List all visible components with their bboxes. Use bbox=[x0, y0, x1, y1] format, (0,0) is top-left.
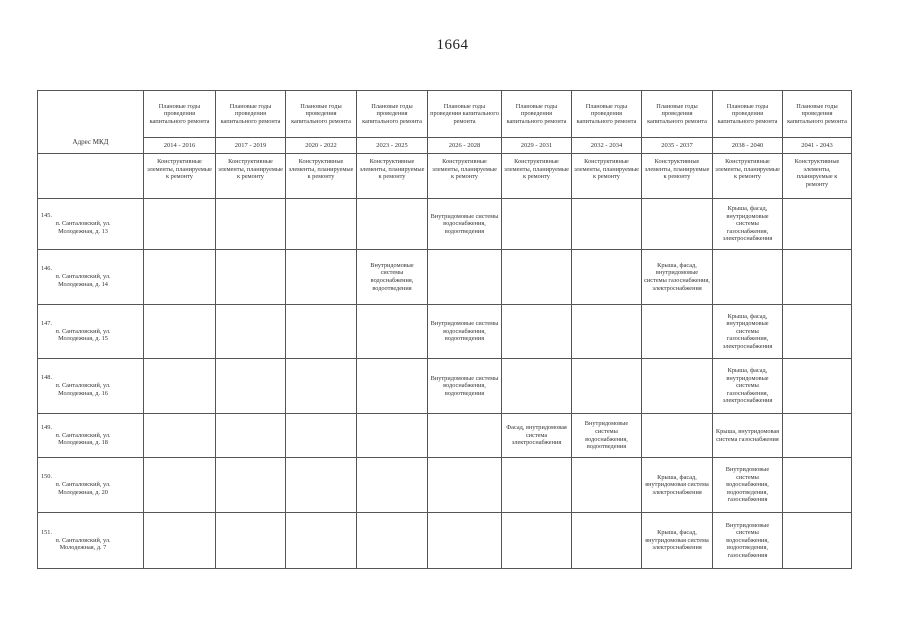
repair-elements-cell bbox=[783, 414, 852, 458]
repair-elements-cell bbox=[642, 305, 713, 359]
building-address: п. Санталовский, ул. Молодежная, д. 15 bbox=[55, 327, 111, 343]
repair-elements-cell bbox=[357, 458, 428, 513]
row-number: 145. bbox=[41, 212, 53, 220]
repair-elements-cell bbox=[572, 458, 642, 513]
repair-elements-cell bbox=[428, 414, 502, 458]
repair-elements-cell: Крыша, фасад, внутридомовая система электроснабжения bbox=[642, 458, 713, 513]
repair-elements-cell bbox=[428, 458, 502, 513]
page-number: 1664 bbox=[436, 37, 469, 53]
address-cell bbox=[38, 414, 144, 458]
repair-elements-cell bbox=[357, 199, 428, 250]
period-header: 2032 - 2034 bbox=[572, 138, 642, 154]
capital-repair-table bbox=[37, 90, 852, 569]
elements-header: Конструктивные элементы, планируемые к ремонту bbox=[286, 154, 357, 199]
header-row-planned-years bbox=[38, 91, 852, 138]
repair-elements-cell: Внутридомовые системы водоснабжения, водоотведения bbox=[428, 359, 502, 414]
repair-elements-cell bbox=[572, 513, 642, 569]
planned-years-header: Плановые годы проведения капитального ремонта bbox=[713, 91, 783, 138]
repair-elements-cell: Внутридомовые системы водоснабжения, водоотведения bbox=[357, 250, 428, 305]
planned-years-header: Плановые годы проведения капитального ремонта bbox=[428, 91, 502, 138]
repair-elements-cell bbox=[572, 359, 642, 414]
repair-elements-cell bbox=[572, 199, 642, 250]
repair-elements-cell: Крыша, фасад, внутридомовые системы газоснабжения, электроснабжения bbox=[713, 305, 783, 359]
repair-elements-cell bbox=[216, 305, 286, 359]
repair-elements-cell: Крыша, фасад, внутридомовые системы газоснабжения, электроснабжения bbox=[713, 359, 783, 414]
repair-elements-cell bbox=[144, 414, 216, 458]
period-header: 2023 - 2025 bbox=[357, 138, 428, 154]
repair-elements-cell: Внутридомовые системы водоснабжения, водоотведения bbox=[572, 414, 642, 458]
address-cell bbox=[38, 199, 144, 250]
repair-elements-cell bbox=[216, 199, 286, 250]
repair-elements-cell bbox=[144, 458, 216, 513]
period-header: 2020 - 2022 bbox=[286, 138, 357, 154]
planned-years-header: Плановые годы проведения капитального ремонта bbox=[357, 91, 428, 138]
header-row-elements bbox=[38, 154, 852, 199]
table-row bbox=[38, 414, 852, 458]
repair-elements-cell bbox=[713, 250, 783, 305]
repair-elements-cell bbox=[357, 359, 428, 414]
repair-elements-cell: Крыша, фасад, внутридомовая система электроснабжения bbox=[642, 513, 713, 569]
repair-elements-cell bbox=[642, 359, 713, 414]
repair-elements-cell bbox=[216, 513, 286, 569]
address-cell bbox=[38, 359, 144, 414]
period-header: 2029 - 2031 bbox=[502, 138, 572, 154]
repair-elements-cell bbox=[783, 305, 852, 359]
address-cell bbox=[38, 513, 144, 569]
repair-elements-cell: Фасад, внутридомовая система электроснабжения bbox=[502, 414, 572, 458]
elements-header: Конструктивные элементы, планируемые к ремонту bbox=[502, 154, 572, 199]
repair-elements-cell bbox=[144, 305, 216, 359]
repair-elements-cell bbox=[502, 250, 572, 305]
repair-elements-cell bbox=[783, 199, 852, 250]
table-row bbox=[38, 458, 852, 513]
planned-years-header: Плановые годы проведения капитального ремонта bbox=[783, 91, 852, 138]
elements-header: Конструктивные элементы, планируемые к ремонту bbox=[572, 154, 642, 199]
repair-elements-cell bbox=[783, 359, 852, 414]
row-number: 146. bbox=[41, 265, 53, 273]
period-header: 2035 - 2037 bbox=[642, 138, 713, 154]
elements-header: Конструктивные элементы, планируемые к ремонту bbox=[783, 154, 852, 199]
planned-years-header: Плановые годы проведения капитального ремонта bbox=[286, 91, 357, 138]
repair-elements-cell bbox=[216, 359, 286, 414]
repair-elements-cell bbox=[286, 513, 357, 569]
repair-elements-cell: Крыша, внутридомовая система газоснабжения bbox=[713, 414, 783, 458]
repair-elements-cell bbox=[286, 414, 357, 458]
elements-header: Конструктивные элементы, планируемые к ремонту bbox=[216, 154, 286, 199]
repair-elements-cell bbox=[216, 458, 286, 513]
repair-elements-cell bbox=[572, 250, 642, 305]
repair-elements-cell bbox=[286, 250, 357, 305]
repair-elements-cell: Внутридомовые системы водоснабжения, водоотведения, газоснабжения bbox=[713, 513, 783, 569]
elements-header: Конструктивные элементы, планируемые к ремонту bbox=[428, 154, 502, 199]
table-body bbox=[38, 199, 852, 569]
repair-elements-cell bbox=[502, 458, 572, 513]
repair-elements-cell bbox=[144, 199, 216, 250]
header-row-periods bbox=[38, 138, 852, 154]
address-cell bbox=[38, 458, 144, 513]
repair-elements-cell bbox=[502, 513, 572, 569]
elements-header: Конструктивные элементы, планируемые к ремонту bbox=[357, 154, 428, 199]
table-row bbox=[38, 513, 852, 569]
repair-elements-cell: Внутридомовые системы водоснабжения, водоотведения, газоснабжения bbox=[713, 458, 783, 513]
repair-elements-cell bbox=[286, 305, 357, 359]
row-number: 147. bbox=[41, 319, 53, 327]
repair-elements-cell bbox=[357, 414, 428, 458]
repair-elements-cell bbox=[216, 414, 286, 458]
building-address: п. Санталовский, ул. Молодежная, д. 7 bbox=[55, 536, 111, 552]
repair-elements-cell bbox=[357, 305, 428, 359]
repair-elements-cell bbox=[783, 513, 852, 569]
building-address: п. Санталовский, ул. Молодежная, д. 13 bbox=[55, 220, 111, 235]
repair-elements-cell bbox=[642, 199, 713, 250]
address-cell bbox=[38, 305, 144, 359]
repair-elements-cell: Крыша, фасад, внутридомовые системы газоснабжения, электроснабжения bbox=[713, 199, 783, 250]
row-number: 150. bbox=[41, 473, 53, 481]
building-address: п. Санталовский, ул. Молодежная, д. 20 bbox=[55, 481, 111, 496]
repair-elements-cell: Крыша, фасад, внутридомовые системы газоснабжения, электроснабжения bbox=[642, 250, 713, 305]
planned-years-header: Плановые годы проведения капитального ремонта bbox=[502, 91, 572, 138]
repair-elements-cell bbox=[286, 199, 357, 250]
repair-elements-cell bbox=[502, 359, 572, 414]
period-header: 2041 - 2043 bbox=[783, 138, 852, 154]
period-header: 2038 - 2040 bbox=[713, 138, 783, 154]
elements-header: Конструктивные элементы, планируемые к ремонту bbox=[713, 154, 783, 199]
repair-elements-cell bbox=[144, 250, 216, 305]
planned-years-header: Плановые годы проведения капитального ремонта bbox=[572, 91, 642, 138]
period-header: 2026 - 2028 bbox=[428, 138, 502, 154]
repair-elements-cell bbox=[144, 359, 216, 414]
row-number: 149. bbox=[41, 423, 53, 431]
repair-elements-cell bbox=[357, 513, 428, 569]
repair-elements-cell: Внутридомовые системы водоснабжения, водоотведения bbox=[428, 305, 502, 359]
repair-elements-cell bbox=[783, 458, 852, 513]
period-header: 2014 - 2016 bbox=[144, 138, 216, 154]
repair-elements-cell bbox=[502, 305, 572, 359]
table-row bbox=[38, 250, 852, 305]
repair-elements-cell bbox=[286, 458, 357, 513]
address-cell bbox=[38, 250, 144, 305]
row-number: 151. bbox=[41, 528, 53, 536]
elements-header: Конструктивные элементы, планируемые к ремонту bbox=[642, 154, 713, 199]
elements-header: Конструктивные элементы, планируемые к ремонту bbox=[144, 154, 216, 199]
table-row bbox=[38, 305, 852, 359]
building-address: п. Санталовский, ул. Молодежная, д. 16 bbox=[55, 382, 111, 397]
address-header-blank bbox=[38, 154, 144, 199]
repair-elements-cell bbox=[286, 359, 357, 414]
repair-elements-cell bbox=[428, 513, 502, 569]
building-address: п. Санталовский, ул. Молодежная, д. 18 bbox=[55, 431, 111, 447]
planned-years-header: Плановые годы проведения капитального ремонта bbox=[642, 91, 713, 138]
repair-elements-cell bbox=[428, 250, 502, 305]
repair-elements-cell bbox=[642, 414, 713, 458]
table-row bbox=[38, 199, 852, 250]
planned-years-header: Плановые годы проведения капитального ремонта bbox=[144, 91, 216, 138]
address-column-header: Адрес МКД bbox=[38, 91, 144, 154]
building-address: п. Санталовский, ул. Молодежная, д. 14 bbox=[55, 273, 111, 288]
repair-elements-cell: Внутридомовые системы водоснабжения, водоотведения bbox=[428, 199, 502, 250]
table-row bbox=[38, 359, 852, 414]
period-header: 2017 - 2019 bbox=[216, 138, 286, 154]
repair-elements-cell bbox=[216, 250, 286, 305]
repair-elements-cell bbox=[783, 250, 852, 305]
row-number: 148. bbox=[41, 374, 53, 382]
repair-elements-cell bbox=[502, 199, 572, 250]
planned-years-header: Плановые годы проведения капитального ремонта bbox=[216, 91, 286, 138]
repair-elements-cell bbox=[572, 305, 642, 359]
repair-elements-cell bbox=[144, 513, 216, 569]
